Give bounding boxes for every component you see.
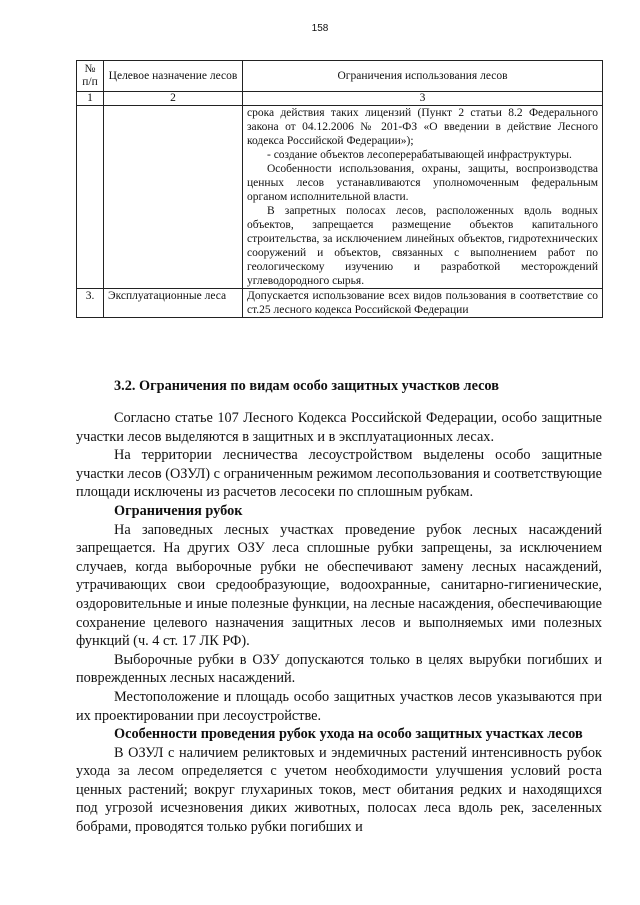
limits-paragraph: Особенности использования, охраны, защиты, воспроизводства ценных лесов устанавливаются уполномоченным федеральным органом исполнительной власти. xyxy=(247,163,598,203)
section-body xyxy=(76,409,602,837)
paragraph: Местоположение и площадь особо защитных участков лесов указываются при их проектировании при лесоустройстве. xyxy=(76,688,602,724)
row-purpose: Эксплуатационные леса xyxy=(104,289,243,318)
paragraph: На территории лесничества лесоустройством выделены особо защитные участки лесов (ОЗУЛ) с ограниченным режимом лесопользования и соответствующие площади исключены из расчетов лесосеки по сплошным рубкам. xyxy=(76,447,602,501)
section-heading: 3.2. Ограничения по видам особо защитных участков лесов xyxy=(114,378,499,394)
header-number: № п/п xyxy=(77,61,104,92)
paragraph: Выборочные рубки в ОЗУ допускаются только в целях вырубки погибших и поврежденных лесных насаждений. xyxy=(76,651,602,687)
column-number-1: 1 xyxy=(77,92,104,106)
subheading-thinning-features: Особенности проведения рубок ухода на особо защитных участках лесов xyxy=(114,726,583,743)
table-row xyxy=(77,289,603,318)
table-row-continued xyxy=(77,106,603,289)
limits-paragraph: срока действия таких лицензий (Пункт 2 статьи 8.2 Федерального закона от 04.12.2006 № 201-ФЗ «О введении в действие Лесного кодекса Российской Федерации»); xyxy=(247,107,598,147)
paragraph: Согласно статье 107 Лесного Кодекса Российской Федерации, особо защитные участки лесов выделяются в защитных и в эксплуатационных лесах. xyxy=(76,410,602,445)
row-limits: Допускается использование всех видов пользования в соответствие со ст.25 лесного кодекса Российской Федерации xyxy=(243,289,603,318)
subheading-cutting-limits: Ограничения рубок xyxy=(114,502,243,519)
limits-paragraph: - создание объектов лесоперерабатывающей инфраструктуры. xyxy=(267,149,572,161)
header-limits: Ограничения использования лесов xyxy=(243,61,603,92)
paragraph: На заповедных лесных участках проведение рубок лесных насаждений запрещается. На других ОЗУ леса сплошные рубки запрещены, за исключением случаев, когда выборочные рубки не обеспечивают замену лесных насаждений, утрачивающих свои средообразующие, водоохранные, санитарно-гигиенические, оздоровительные и иные полезные функции, на лесные насаждения, обеспечивающие сохранение целевого назначения защитных лесов и выполняемых ими полезных функций (ч. 4 ст. 17 ЛК РФ). xyxy=(76,521,602,650)
forest-limits-table xyxy=(76,60,603,318)
column-number-3: 3 xyxy=(243,92,603,106)
table-column-number-row xyxy=(77,92,603,106)
row-number: 3. xyxy=(77,289,104,318)
limits-paragraph: В запретных полосах лесов, расположенных вдоль водных объектов, запрещается размещение объектов капитального строительства, за исключением линейных объектов, гидротехнических сооружений и объектов, связанных с выполнением работ по геологическому изучению и разработкой месторождений углеводородного сырья. xyxy=(247,205,598,287)
continued-limits-cell xyxy=(243,106,603,289)
column-number-2: 2 xyxy=(104,92,243,106)
header-purpose: Целевое назначение лесов xyxy=(104,61,243,92)
page-number: 158 xyxy=(311,23,329,34)
table-header-row xyxy=(77,61,603,92)
paragraph: В ОЗУЛ с наличием реликтовых и эндемичных растений интенсивность рубок ухода за лесом определяется с учетом необходимости улучшения условий роста ценных растений; вокруг глухариных токов, мест обитания редких и находящихся под угрозой исчезновения диких животных, полосах леса вдоль рек, заселенных бобрами, проводятся только рубки погибших и xyxy=(76,744,602,836)
